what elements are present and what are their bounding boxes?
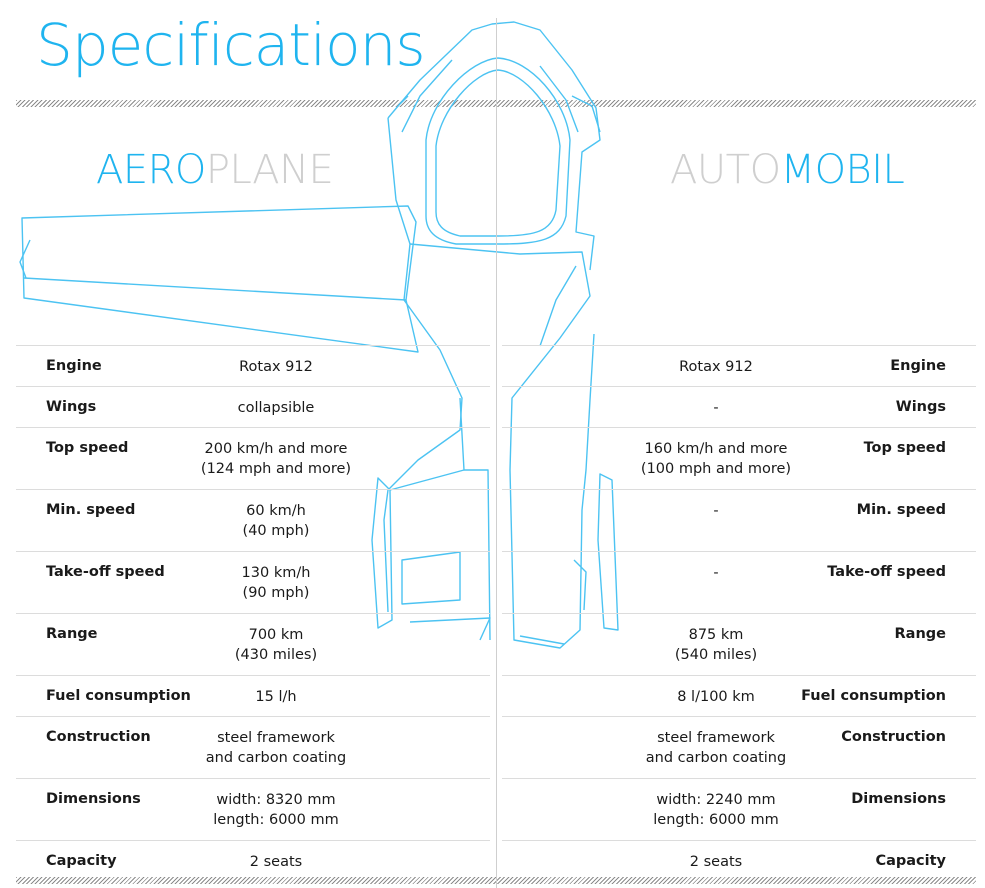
spec-value: -: [713, 565, 719, 581]
spec-label: Wings: [46, 399, 97, 415]
spec-label: Engine: [890, 358, 946, 374]
spec-label: Capacity: [46, 853, 117, 869]
spec-row-min-speed: [16, 489, 490, 551]
center-divider: [496, 18, 497, 888]
spec-row-engine: [16, 345, 490, 386]
spec-row-min-speed: [502, 489, 976, 551]
spec-value: 875 km (540 miles): [674, 627, 758, 663]
spec-value: 15 l/h: [255, 689, 297, 705]
spec-row-construction: [16, 716, 490, 778]
automobil-heading: [670, 147, 905, 193]
spec-label: Range: [46, 626, 98, 642]
spec-row-top-speed: [16, 427, 490, 489]
spec-value: 2 seats: [689, 854, 743, 870]
spec-row-fuel-consumption: [502, 675, 976, 716]
automobil-heading-light: AUTO: [670, 147, 781, 193]
aeroplane-heading: [96, 147, 334, 193]
spec-value: steel framework and carbon coating: [205, 730, 347, 766]
spec-value: -: [713, 400, 719, 416]
spec-label: Construction: [841, 729, 946, 745]
spec-value: 130 km/h (90 mph): [241, 565, 311, 601]
spec-row-wings: [502, 386, 976, 427]
spec-label: Take-off speed: [46, 564, 165, 580]
spec-value: collapsible: [237, 400, 315, 416]
spec-value: 2 seats: [249, 854, 303, 870]
spec-label: Engine: [46, 358, 102, 374]
spec-label: Take-off speed: [827, 564, 946, 580]
spec-label: Min. speed: [856, 502, 946, 518]
spec-row-construction: [502, 716, 976, 778]
spec-row-fuel-consumption: [16, 675, 490, 716]
spec-label: Range: [894, 626, 946, 642]
automobil-heading-strong: MOBIL: [780, 147, 905, 193]
spec-row-capacity: [16, 840, 490, 881]
aeroplane-heading-strong: AERO: [96, 147, 206, 193]
spec-label: Dimensions: [851, 791, 946, 807]
spec-label: Top speed: [863, 440, 946, 456]
aeroplane-heading-light: PLANE: [205, 147, 334, 193]
spec-value: 700 km (430 miles): [234, 627, 318, 663]
spec-label: Top speed: [46, 440, 129, 456]
spec-row-take-off-speed: [16, 551, 490, 613]
spec-label: Fuel consumption: [46, 688, 191, 704]
spec-value: 200 km/h and more (124 mph and more): [200, 441, 352, 477]
aeroplane-spec-table: [16, 345, 490, 881]
spec-row-wings: [16, 386, 490, 427]
page-title: Specifications: [36, 11, 425, 79]
spec-label: Min. speed: [46, 502, 136, 518]
spec-value: Rotax 912: [239, 359, 313, 375]
spec-row-take-off-speed: [502, 551, 976, 613]
spec-label: Construction: [46, 729, 151, 745]
spec-row-range: [502, 613, 976, 675]
spec-label: Dimensions: [46, 791, 141, 807]
spec-value: -: [713, 503, 719, 519]
spec-row-dimensions: [502, 778, 976, 840]
spec-label: Wings: [895, 399, 946, 415]
spec-value: 8 l/100 km: [677, 689, 755, 705]
spec-row-capacity: [502, 840, 976, 881]
spec-row-dimensions: [16, 778, 490, 840]
spec-value: 160 km/h and more (100 mph and more): [640, 441, 792, 477]
spec-row-engine: [502, 345, 976, 386]
spec-label: Capacity: [875, 853, 946, 869]
spec-value: steel framework and carbon coating: [645, 730, 787, 766]
spec-row-range: [16, 613, 490, 675]
spec-value: 60 km/h (40 mph): [242, 503, 310, 539]
spec-label: Fuel consumption: [801, 688, 946, 704]
spec-value: width: 8320 mm length: 6000 mm: [213, 792, 339, 828]
spec-value: Rotax 912: [679, 359, 753, 375]
automobil-spec-table: [502, 345, 976, 881]
spec-value: width: 2240 mm length: 6000 mm: [653, 792, 779, 828]
spec-row-top-speed: [502, 427, 976, 489]
